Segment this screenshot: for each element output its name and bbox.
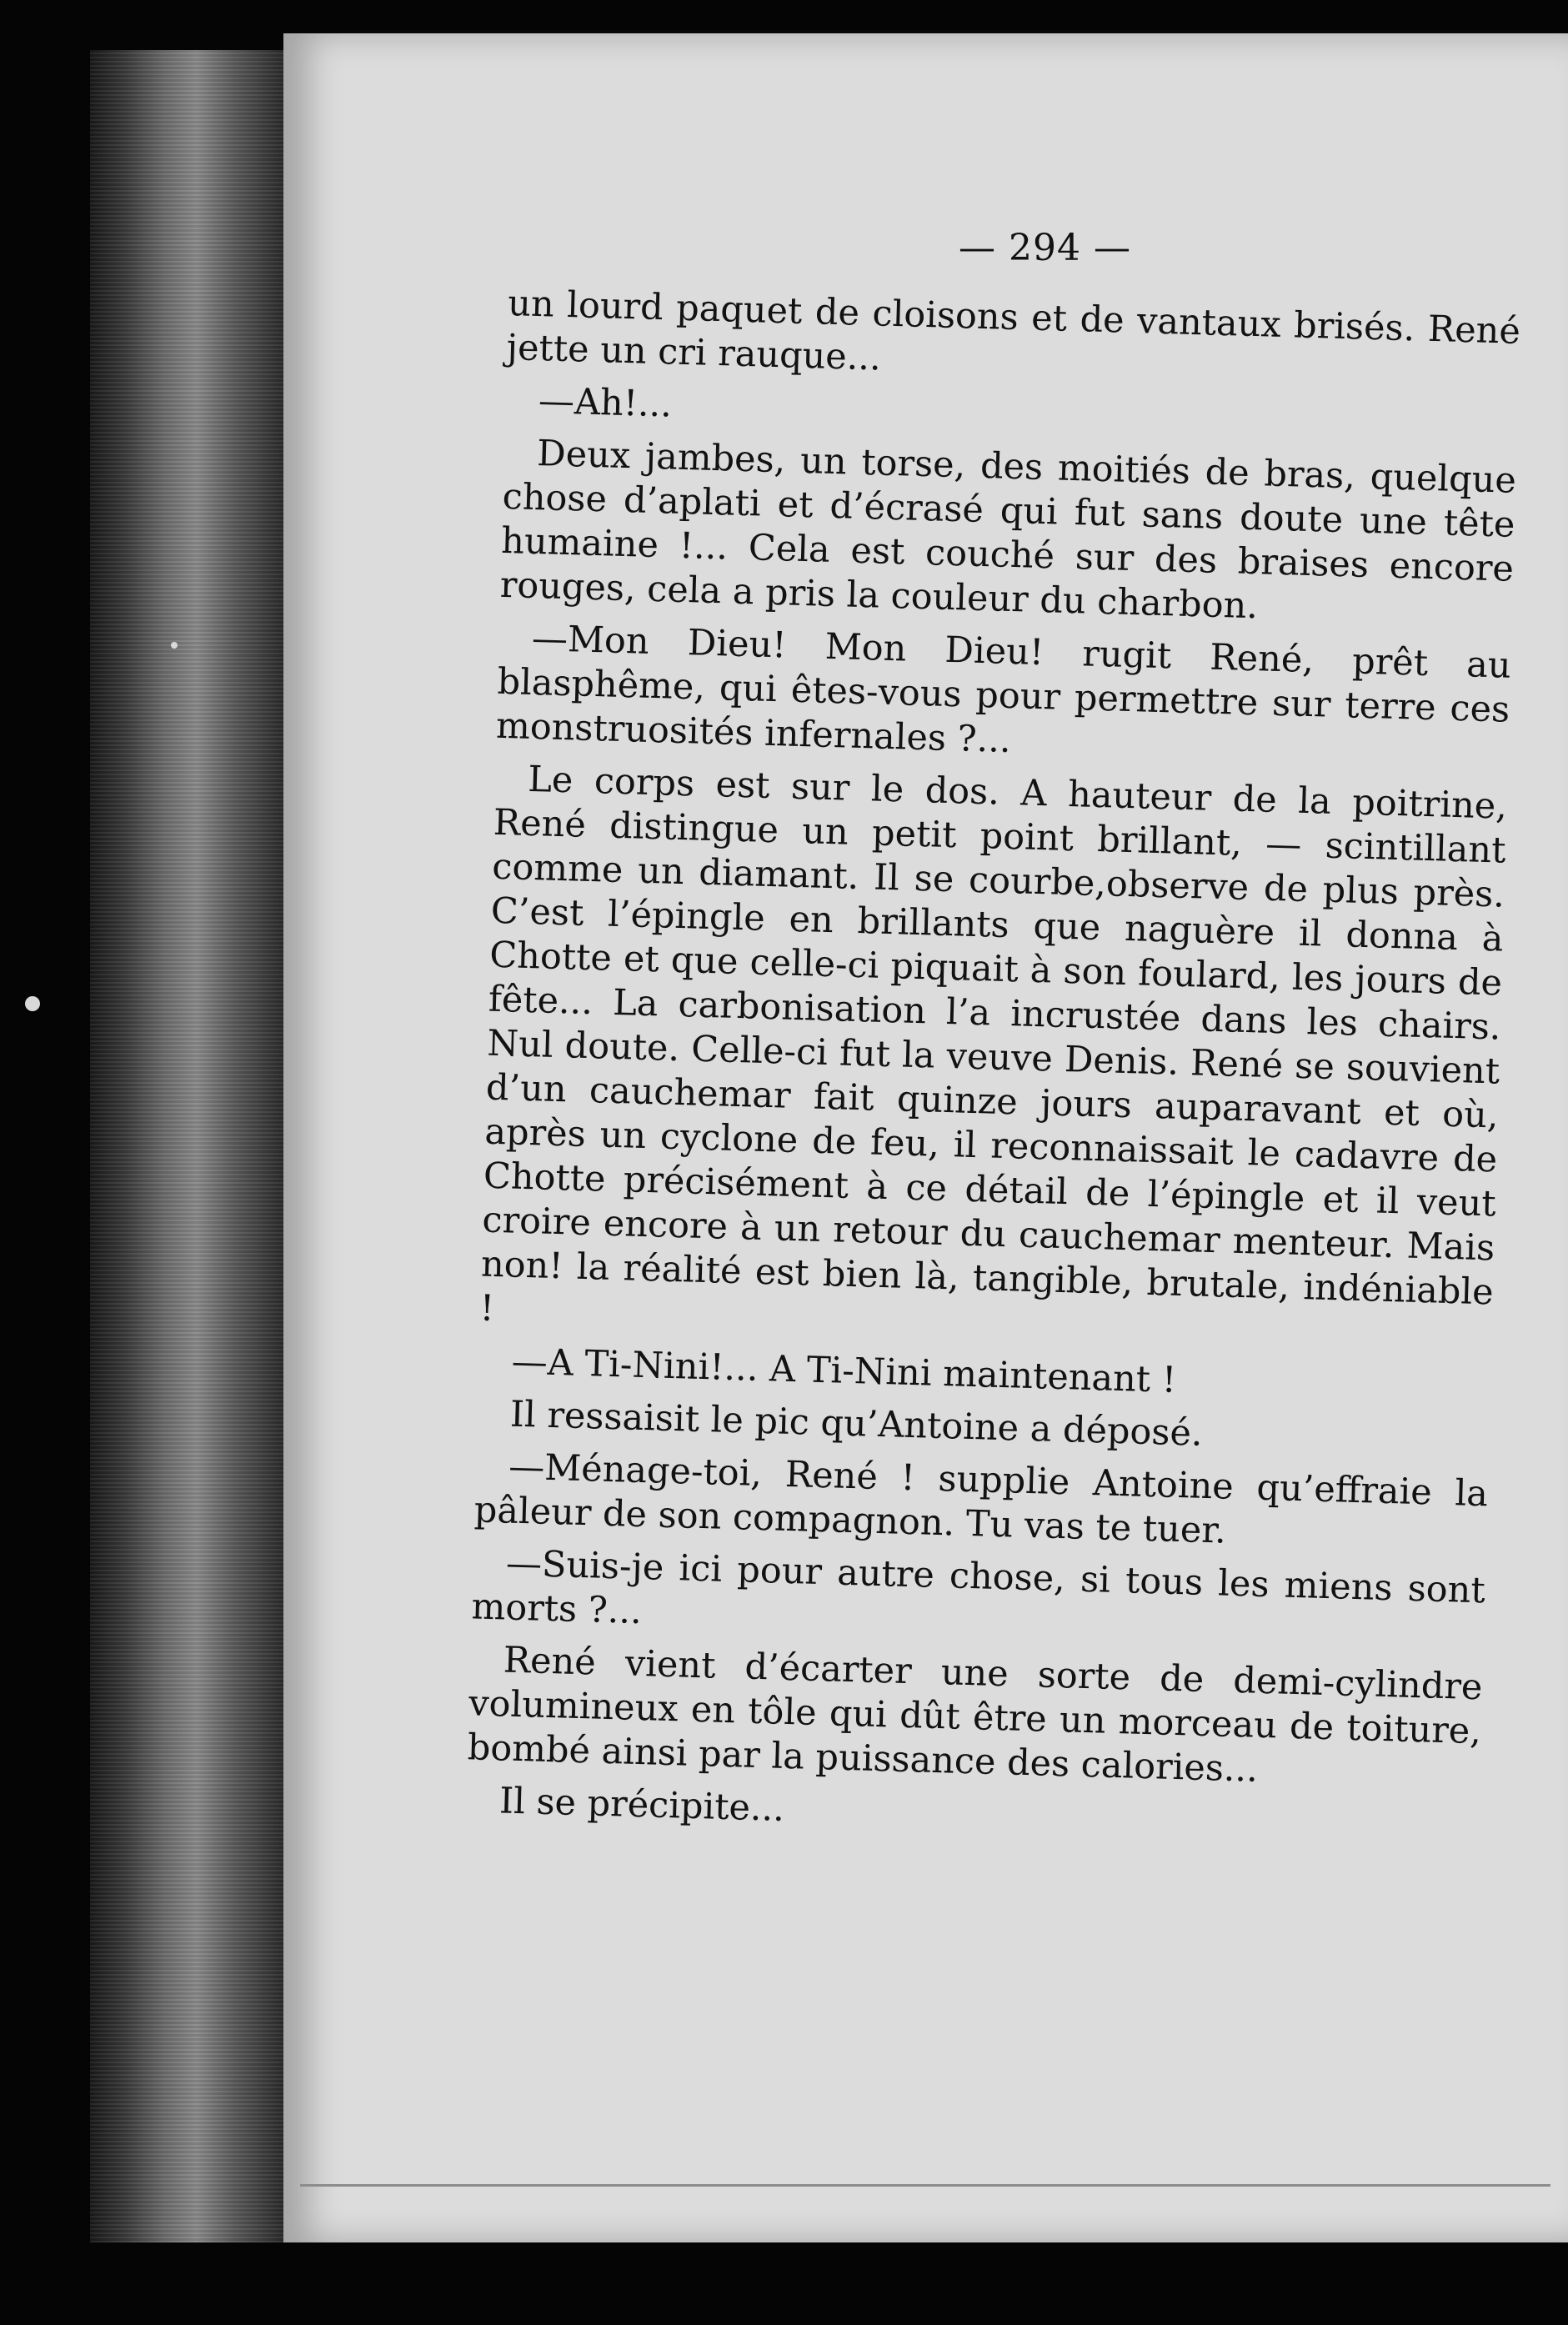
paragraph: —Mon Dieu! Mon Dieu! rugit René, prêt au blasphême, qui êtes-vous pour permettre sur terre ces monstruosités infernales ?...	[495, 617, 1512, 762]
paragraph: René vient d’écarter une sorte de demi-cylindre volumineux en tôle qui dût être un morceau de toiture, bombé ainsi par la puissance des calories...	[467, 1639, 1484, 1791]
scan-speck	[25, 996, 40, 1011]
paragraph: —Ah!...	[538, 380, 673, 426]
paragraph: Il se précipite...	[498, 1780, 785, 1830]
paragraph: —Suis-je ici pour autre chose, si tous les miens sont morts ?...	[470, 1542, 1486, 1633]
page-number: — 294 —	[959, 227, 1131, 269]
paragraph: Il ressaisit le pic qu’Antoine a déposé.	[509, 1393, 1204, 1455]
book-page-edge-texture	[90, 50, 283, 2242]
paragraph: —A Ti-Nini!... A Ti-Nini maintenant !	[511, 1340, 1177, 1401]
paragraph: Deux jambes, un torse, des moitiés de bras, quelque chose d’aplati et d’écrasé qui fut sans doute une tête humaine !... Cela est couché sur des braises encore rouges, cela a pris la couleur du charbon.	[499, 433, 1517, 628]
paragraph: un lourd paquet de cloisons et de vantaux brisés. René jette un cri rauque...	[506, 282, 1521, 379]
page-text	[465, 282, 1520, 1859]
paragraph: —Ménage-toi, René ! supplie Antoine qu’effraie la pâleur de son compagnon. Tu vas te tuer.	[473, 1446, 1489, 1552]
page-bottom-rule	[300, 2184, 1550, 2187]
scan-speck	[171, 642, 178, 649]
paragraph: Le corps est sur le dos. A hauteur de la poitrine, René distingue un petit point brillant, — scintillant comme un diamant. Il se courbe,observe de plus près. C’est l’épingle en brillants que naguère il donna à Chotte et que celle-ci piquait à son foulard, les jours de fête... La carbonisation l’a incrustée dans les chairs. Nul doute. Celle-ci fut la veuve Denis. René se souvient d’un cauchemar fait quinze jours auparavant et où, après un cyclone de feu, il reconnaissait le cadavre de Chotte précisément à ce détail de l’épingle et il veut croire encore à un retour du cauchemar menteur. Mais non! la réalité est bien là, tangible, brutale, indéniable !	[478, 758, 1508, 1330]
